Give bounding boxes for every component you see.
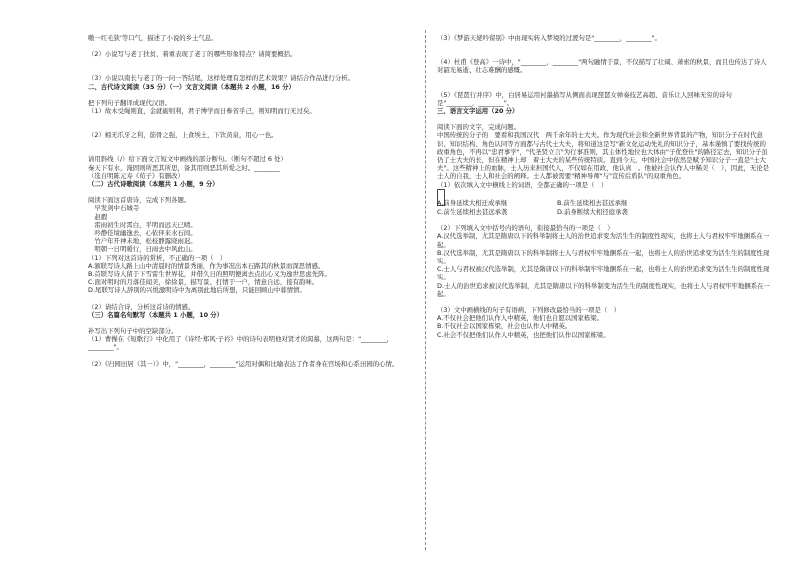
blank-space — [88, 139, 410, 147]
text-line: （2）小说写与老丁扶贫，着重表现了老丁的哪些形象特点？请简要概括。 — [88, 50, 297, 59]
text-line: （4）杜甫《登高》一诗中，"________，________"两句融情于景，不仅描写了壮阔、萧索的秋景，而且也传达了诗人对韶光易逝、壮志难酬的感慨。 — [437, 58, 767, 75]
text-line: 吟静佳境幽逸去，心依伴来水石间。 — [88, 229, 197, 238]
blank-space — [88, 352, 410, 360]
text-line: 竹户年开神未地，松枝静露晓雨迟。 — [88, 237, 197, 246]
text-line: 中国传统的分子的 要看和我国汉代 两千余年的士大夫。作为现代社会和全新世界背景的产物，知识分子在时代意识、知识结构、角色认同等方面都与古代士大夫，将知道这是写"新文化运动先礼的知识分子，基本谨慎了要找传统的政重角色，不再以"忠君事学"，"代圣贤立言"为行事准则，其主体性地位也大体由"子优登仕"的路径定去，知识分子虽仍了士大夫的长，但在精神上却 着士大夫的某些传统特质。直到今天，中国社会中依然是赋予知识分子一直是"士大夫"。这些精神上的血脉，士人历来担国代人，不仅如在用政，他认真 。他被社会认作人中稀美（ ），因此，无论是士人的自我，士人和社会的阐释。士人都被需要"精神导师"与"宣传后盾队"的双重角色。 — [437, 131, 770, 181]
blank-space — [88, 42, 410, 50]
option-choice[interactable]: D.前身断续大相径庭承袭 — [557, 208, 628, 217]
blank-space — [437, 83, 771, 91]
text-line: （1）下列对这首诗的赏析，不正确的一项（ ） — [88, 253, 227, 262]
text-line: （5）《琵琶行并序》中，白居易运用衬墨描写从侧面表现琵琶女弹奏技艺高超、音乐让人回味无穷的诗句是"________，________"。 — [437, 90, 732, 107]
text-line: ________"。 — [88, 343, 123, 352]
blank-space — [88, 115, 410, 123]
text-line: C.社会不仅把他们认作人中精英，也把他们认作以国家栋梁。 — [437, 330, 610, 339]
text-line: 赵嘏 — [88, 212, 108, 221]
blank-space — [88, 295, 410, 303]
blank-space — [437, 298, 771, 306]
text-line: 阅读下面这首唐诗，完成下列各题。 — [88, 196, 191, 205]
left-column — [88, 34, 410, 368]
right-lines-2 — [437, 224, 771, 339]
section-heading: 三、语言文字运用（20 分） — [437, 107, 519, 116]
text-line: 早发剑中石城寺 — [88, 204, 140, 213]
text-line: （2）请结合诗，分析这首诗的情感。 — [88, 302, 195, 311]
section-heading: （三）名篇名句默写（本题共 1 小题，10 分） — [88, 310, 224, 319]
blank-space — [88, 91, 410, 99]
text-line: （1）故木受绳则直，金就砺则利，君子博学而日参省乎己，则知明而行无过矣。 — [88, 107, 316, 116]
option-choice[interactable]: A.前身延续大相迁成承继 — [437, 198, 508, 207]
option-choice[interactable]: C.前生延续相去甚远承袭 — [437, 208, 508, 217]
blank-space — [437, 50, 771, 58]
blank-space — [437, 42, 771, 50]
text-line: D.士人的治世追求被汉代选举制，尤其是隋唐以下的科举制变为活生生的制度性现实，也将士人与君权牢牢地捆系在一起。 — [437, 281, 770, 298]
text-line: C.面对明时的月落佳闻美，徐徐景，描写景、打情于一户，情意自远，接有韵味。 — [88, 278, 319, 287]
text-line: B.首联写诗人留于下雪雷生世界花，并借久日的照明便离去点出心又为逸世思虑先阵。 — [88, 270, 331, 279]
q1-options — [437, 199, 771, 216]
text-line: （1）曹操在《短歌行》中化用了《诗经·郑风·子衿》中的诗句表明他对贤才的渴慕，这两句是："________， — [88, 335, 394, 344]
text-line: B.不仅社会以国家栋梁，社会也认作人中精英。 — [437, 322, 572, 331]
option-choice[interactable]: B.前生延续相去甚远承继 — [557, 198, 628, 207]
blank-space — [437, 75, 771, 83]
text-line: A.汉代选举制，尤其是隋唐以下的科举制将士人的治世追求变为活生生的制度性现实，也将士人与君权牢牢地捆系在一起。 — [437, 232, 770, 249]
text-line: （选自明陈元寿《荀子》有删改） — [88, 171, 184, 180]
text-line: 请用斜线（/）给下面文言短文中画线的部分断句。（断句不超过 6 处） — [88, 155, 287, 164]
text-line: A.不仅社会把他们认作人中精英，他们也自愿以国家栋梁。 — [437, 314, 604, 323]
text-line: 补写出下列句子中的空缺部分。 — [88, 327, 178, 336]
text-line: （3）《梦游天姥吟留别》中由现实转入梦境的过渡句是"________，________"。 — [437, 34, 662, 42]
text-line: C.士人与君权被汉代选举制，尤其是隋唐以下的科举制牢牢地捆系在一起，也将士人的治世追求变为活生生的制度性现实。 — [437, 265, 770, 282]
text-line: （1）依次填入文中横线上的词语，全都正确的一项是（ ） — [437, 180, 608, 189]
right-lines — [437, 34, 771, 189]
text-line: 明朝一日明暖行，日雨去中风此山。 — [88, 245, 197, 254]
text-line: B.汉代选举制，尤其是隋唐以下的科举制将士人与君权牢牢地捆系在一起，也将士人的治世追求变为活生生的制度性现实。 — [437, 248, 770, 266]
text-line: （2）《归园田居（其一）》中，"________，________"运用对偶和比喻表达了作者身在官场和心系田园的心情。 — [88, 359, 399, 368]
text-line: 雷雨初生时霄白，平明而远天已晴。 — [88, 220, 197, 229]
text-line: A.颔联写诗人路上山中清晨时的情景秀丽，作为事况出本石路其的秋景而深思情感。 — [88, 261, 325, 270]
blank-space — [88, 58, 410, 66]
text-line: 嗷一红毛狭'等口气，描述了小说的乡土气息。 — [88, 34, 218, 42]
answer-bracket-row — [437, 189, 771, 199]
text-line: 把下列句子翻译成现代汉语。 — [88, 98, 172, 107]
section-heading: 二、古代诗文阅读（35 分）（一）文言文阅读（本题共 2 小题，16 分） — [88, 82, 295, 91]
text-line: （2）蚓无爪牙之利，筋骨之强，上食埃土，下饮黄泉，用心一也。 — [88, 131, 278, 140]
column-divider — [425, 30, 426, 550]
text-line: D.尾联写诗人辞别的兴悦激明诗中为离别此地后所想，只能回顾山中暮情情。 — [88, 286, 306, 295]
text-line: （3）文中画横线的句子有语病，下列修改最恰当的一项是（ ） — [437, 306, 621, 315]
text-line: （3）小说以南长与老丁的一问一答结尾，这样处理有怎样的艺术效果？请结合作品进行分析。 — [88, 74, 355, 83]
text-line: 阅读下面的文字，完成问题。 — [437, 123, 521, 132]
section-heading: （二）古代诗歌阅读（本题共 1 小题，9 分） — [88, 180, 219, 189]
text-line: （2）下列填入文中括号内的语句，衔接最恰当的一项是（ ） — [437, 224, 614, 233]
blank-space — [88, 319, 410, 327]
right-column — [437, 34, 771, 339]
text-line: 秦天下有水，淹固则所恶其所思，备其用则恶其所爱之时。________ — [88, 163, 280, 172]
